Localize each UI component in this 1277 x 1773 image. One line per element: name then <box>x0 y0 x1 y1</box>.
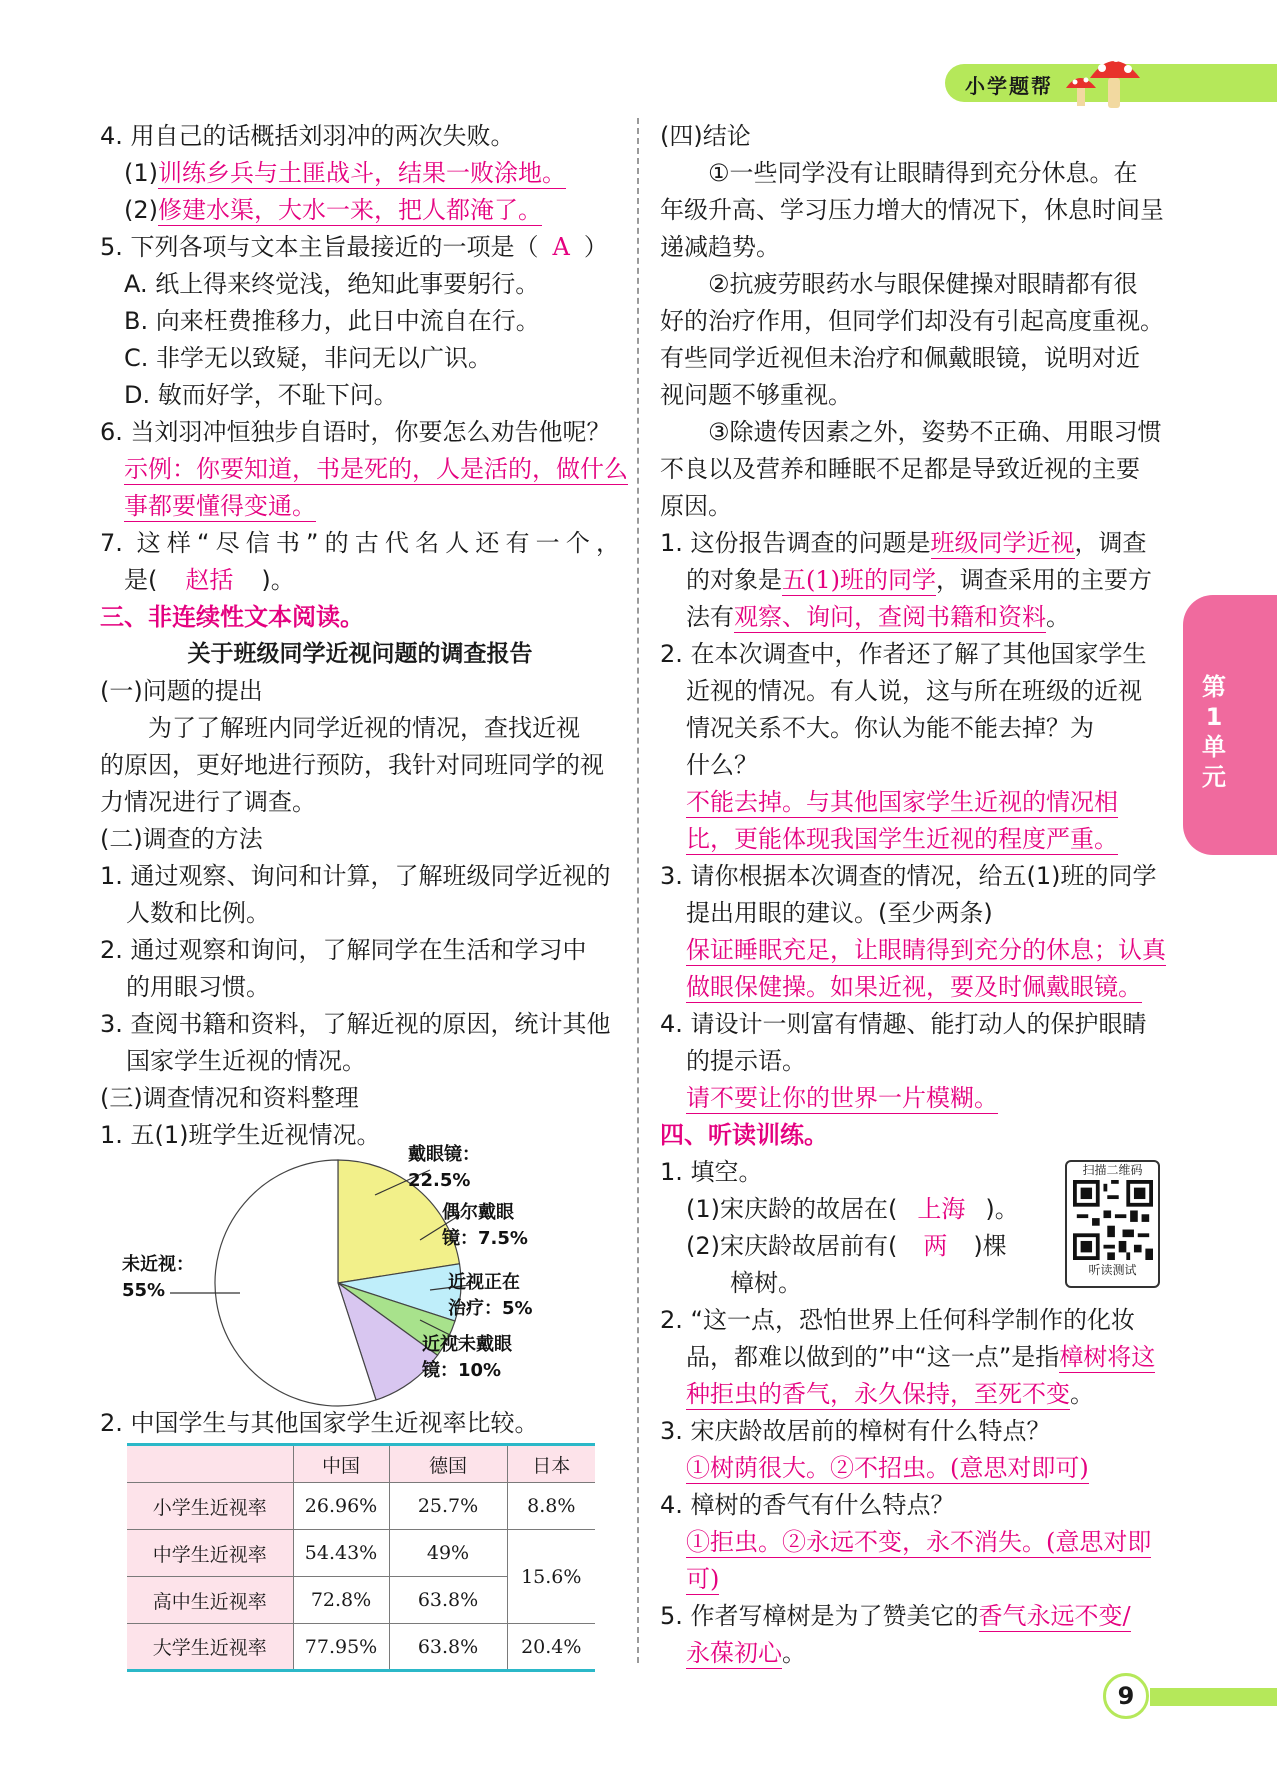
para-1-line2: 的原因，更好地进行预防，我针对同班同学的视 <box>100 751 604 779</box>
survey-2-title: 2. 中国学生与其他国家学生近视率比较。 <box>100 1409 539 1437</box>
r-q2-answer-2: 比，更能体现我国学生近视的程度严重。 <box>686 825 1118 853</box>
pie-slice-label: 22.5% <box>408 1170 471 1191</box>
table-row: 高中生近视率 72.8% 63.8% <box>127 1577 595 1624</box>
para-1-line1: 为了了解班内同学近视的情况，查找近视 <box>148 714 580 742</box>
qr-bottom-label: 听读测试 <box>1088 1263 1137 1277</box>
report-title: 关于班级同学近视问题的调查报告 <box>187 641 533 667</box>
l-q3-answer: ①树荫很大。②不招虫。(意思对即可) <box>686 1454 1089 1482</box>
survey-1-title: 1. 五(1)班学生近视情况。 <box>100 1121 381 1149</box>
para-1-line3: 力情况进行了调查。 <box>100 788 316 816</box>
right-column: (四)结论 ①一些同学没有让眼睛得到充分休息。在 年级升高、学习压力增大的情况下，休息时间呈 递减趋势。 ②抗疲劳眼药水与眼保健操对眼睛都有很 好的治疗作用，但同学们却没有引起高度重视。 有些同学近视但未治疗和佩戴眼镜，说明对近 视问题不够重视。 ③除遗传因素之外，姿势不正确、用眼习惯 不良以及营养和睡眠不足都是导致近视的主要 原因。 1. 这份报告调查的问题是班级同学近视，调查 的对象是五(1)班的同学，调查采用的主要方 法有观察、询问，查阅书籍和资料。 2. 在本次调查中，作者还了解了其他国家学生 近视的情况。有人说，这与所在班级的近视 情况关系不大。你认为能不能去掉？为 什么？ 不能去掉。与其他国家学生近视的情况相 比，更能体现我国学生近视的程度严重。 3. 请你根据本次调查的情况，给五(1)班的同学 提出用眼的建议。(至少两条) 保证睡眠充足，让眼睛得到充分的休息；认真 做眼保健操。如果近视，要及时佩戴眼镜。 4. 请设计一则富有情趣、能打动人的保护眼睛 的提示语。 请不要让你的世界一片模糊。 四、听读训练。 1. 填空。 (1)宋庆龄的故居在( 上海 )。 (2)宋庆龄故居前有( 两 )棵 樟树。 2. “这一点，恐怕世界上任何科学制作的化妆 品，都难以做到的”中“这一点”是指樟树将这 种拒虫的香气，永久保持，至死不变。 3. 宋庆龄故居前的樟树有什么特点？ ①树荫很大。②不招虫。(意思对即可) 4. 樟树的香气有什么特点？ ①拒虫。②永远不变，永不消失。(意思对即 可) 5. 作者写樟树是为了赞美它的香气永远不变/ 永葆初心。 <box>660 118 1170 1672</box>
r-q1-line3: 法有观察、询问，查阅书籍和资料。 <box>686 603 1070 631</box>
r-q4: 4. 请设计一则富有情趣、能打动人的保护眼睛 <box>660 1010 1147 1038</box>
q7-line1: 7. 这样“尽信书”的古代名人还有一个， <box>100 529 620 557</box>
unit-tab-label: 第1单元 <box>1202 673 1226 791</box>
r-q2: 2. 在本次调查中，作者还了解了其他国家学生 <box>660 640 1147 668</box>
q5-option-a: A. 纸上得来终觉浅，绝知此事要躬行。 <box>124 270 540 298</box>
pie-slice-label: 偶尔戴眼 <box>442 1202 514 1223</box>
pie-slice-label: 近视正在 <box>448 1272 520 1293</box>
table-row: 中学生近视率 54.43% 49% 15.6% <box>127 1530 595 1577</box>
qr-top-label: 扫描二维码 <box>1082 1163 1143 1177</box>
l-q1-1: (1)宋庆龄的故居在( 上海 )。 <box>686 1195 1019 1223</box>
pie-slice-label: 55% <box>122 1280 166 1301</box>
q4-answer-1: (1)训练乡兵与土匪战斗，结果一败涂地。 <box>124 159 566 187</box>
pie-slice-label: 未近视： <box>122 1254 194 1275</box>
l-q2: 2. “这一点，恐怕世界上任何科学制作的化妆 <box>660 1306 1135 1334</box>
pie-slice-label: 镜：10% <box>422 1360 502 1381</box>
table-header-cell: 日本 <box>507 1445 595 1483</box>
q5-option-c: C. 非学无以致疑，非问无以广识。 <box>124 344 493 372</box>
pie-slice-label: 戴眼镜： <box>408 1144 480 1165</box>
conclusion-3: ③除遗传因素之外，姿势不正确、用眼习惯 <box>708 418 1162 446</box>
r-q2-answer-1: 不能去掉。与其他国家学生近视的情况相 <box>686 788 1118 816</box>
method-3: 3. 查阅书籍和资料，了解近视的原因，统计其他 <box>100 1010 611 1038</box>
table-row: 大学生近视率 77.95% 63.8% 20.4% <box>127 1624 595 1671</box>
r-q1-line2: 的对象是五(1)班的同学，调查采用的主要方 <box>686 566 1152 594</box>
l-q3: 3. 宋庆龄故居前的樟树有什么特点？ <box>660 1417 1051 1445</box>
left-column: 4. 用自己的话概括刘羽冲的两次失败。 (1)训练乡兵与土匪战斗，结果一败涂地。 (2)修建水渠，大水一来，把人都淹了。 5. 下列各项与文本主旨最接近的一项是（ A ） A. 纸上得来终觉浅，绝知此事要躬行。 B. 向来枉费推移力，此日中流自在行。 C. 非学无以致疑，非问无以广识。 D. 敏而好学，不耻下问。 6. 当刘羽冲恒独步自语时，你要怎么劝告他呢？ 示例：你要知道，书是死的，人是活的，做什么 事都要懂得变通。 7. 这样“尽信书”的古代名人还有一个， 是( 赵括 )。 三、非连续性文本阅读。 关于班级同学近视问题的调查报告 (一)问题的提出 为了了解班内同学近视的情况，查找近视 的原因，更好地进行预防，我针对同班同学的视 力情况进行了调查。 (二)调查的方法 1. 通过观察、询问和计算，了解班级同学近视的 人数和比例。 2. 通过观察和询问，了解同学在生活和学习中 的用眼习惯。 3. 查阅书籍和资料，了解近视的原因，统计其他 国家学生近视的情况。 (三)调查情况和资料整理 1. 五(1)班学生近视情况。 <box>100 118 620 1154</box>
section-4-title: 四、听读训练。 <box>660 1121 828 1149</box>
l-q4-answer-1: ①拒虫。②永远不变，永不消失。(意思对即 <box>686 1528 1152 1556</box>
table-row: 小学生近视率 26.96% 25.7% 8.8% <box>127 1483 595 1530</box>
q4-answer-2: (2)修建水渠，大水一来，把人都淹了。 <box>124 196 542 224</box>
column-divider <box>637 118 639 1663</box>
pie-slice-label: 镜：7.5% <box>442 1228 528 1249</box>
method-2: 2. 通过观察和询问，了解同学在生活和学习中 <box>100 936 587 964</box>
heading-1: (一)问题的提出 <box>100 677 263 705</box>
q5-option-d: D. 敏而好学，不耻下问。 <box>124 381 398 409</box>
myopia-pie-chart <box>122 1140 610 1420</box>
l-q4-answer-2: 可) <box>686 1565 720 1593</box>
l-q1-2: (2)宋庆龄故居前有( 两 )棵 <box>686 1232 1007 1260</box>
table-header-cell: 德国 <box>389 1445 507 1483</box>
heading-3: (三)调查情况和资料整理 <box>100 1084 359 1112</box>
q5: 5. 下列各项与文本主旨最接近的一项是（ A ） <box>100 233 608 261</box>
myopia-rate-table <box>127 1443 595 1672</box>
qr-code-box[interactable] <box>1065 1160 1160 1288</box>
q6: 6. 当刘羽冲恒独步自语时，你要怎么劝告他呢？ <box>100 418 611 446</box>
conclusion-2: ②抗疲劳眼药水与眼保健操对眼睛都有很 <box>708 270 1138 298</box>
qr-code-icon <box>1073 1180 1153 1260</box>
page-number: 9 <box>1103 1673 1149 1719</box>
heading-4: (四)结论 <box>660 122 751 150</box>
brand-title: 小学题帮 <box>965 74 1053 98</box>
pie-slice-label: 治疗：5% <box>448 1298 533 1319</box>
conclusion-1: ①一些同学没有让眼睛得到充分休息。在 <box>708 159 1138 187</box>
method-1: 1. 通过观察、询问和计算，了解班级同学近视的 <box>100 862 611 890</box>
l-q4: 4. 樟树的香气有什么特点？ <box>660 1491 955 1519</box>
r-q3-answer-1: 保证睡眠充足，让眼睛得到充分的休息；认真 <box>686 936 1166 964</box>
pie-slice-label: 近视未戴眼 <box>422 1334 512 1355</box>
table-header-row <box>127 1445 595 1483</box>
table-header-cell: 中国 <box>293 1445 389 1483</box>
section-3-title: 三、非连续性文本阅读。 <box>100 603 364 631</box>
r-q1-line1: 1. 这份报告调查的问题是班级同学近视，调查 <box>660 529 1147 557</box>
q5-option-b: B. 向来枉费推移力，此日中流自在行。 <box>124 307 540 335</box>
l-q1: 1. 填空。 <box>660 1158 763 1186</box>
r-q3: 3. 请你根据本次调查的情况，给五(1)班的同学 <box>660 862 1157 890</box>
l-q5: 5. 作者写樟树是为了赞美它的香气永远不变/ <box>660 1602 1131 1630</box>
mushroom-icon <box>1062 44 1146 116</box>
q7-line2: 是( 赵括 )。 <box>124 566 295 594</box>
r-q4-answer: 请不要让你的世界一片模糊。 <box>686 1084 998 1112</box>
footer-bar <box>1150 1688 1277 1706</box>
heading-2: (二)调查的方法 <box>100 825 263 853</box>
q4: 4. 用自己的话概括刘羽冲的两次失败。 <box>100 122 515 150</box>
table-header-cell <box>127 1445 293 1483</box>
r-q3-answer-2: 做眼保健操。如果近视，要及时佩戴眼镜。 <box>686 973 1142 1001</box>
q6-answer-line1: 示例：你要知道，书是死的，人是活的，做什么 <box>124 455 628 483</box>
q6-answer-line2: 事都要懂得变通。 <box>124 492 316 520</box>
